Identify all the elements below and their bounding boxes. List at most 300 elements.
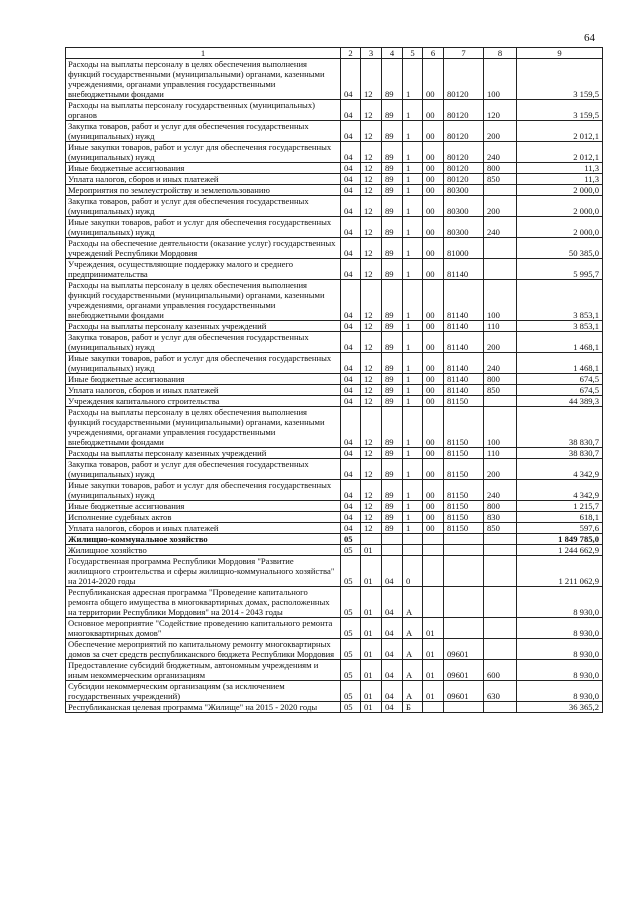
- table-row: [66, 217, 603, 238]
- expense-type-cell: [484, 396, 517, 407]
- subsection-code-cell: 12: [361, 217, 382, 238]
- target-code-cell: 81150: [444, 480, 484, 501]
- table-row: [66, 660, 603, 681]
- target-code-cell: 80300: [444, 196, 484, 217]
- table-row: [66, 681, 603, 702]
- program-code-cell: 89: [382, 196, 403, 217]
- expense-type-cell: 800: [484, 501, 517, 512]
- table-row: [66, 321, 603, 332]
- section-code-cell: 05: [341, 660, 361, 681]
- measure-code-cell: 01: [423, 618, 444, 639]
- amount-cell: 2 012,1: [517, 142, 603, 163]
- row-name-cell: Уплата налогов, сборов и иных платежей: [66, 523, 341, 534]
- target-code-cell: 81150: [444, 512, 484, 523]
- target-code-cell: 81140: [444, 280, 484, 321]
- amount-cell: 1 468,1: [517, 353, 603, 374]
- column-header: 8: [484, 48, 517, 59]
- measure-code-cell: 00: [423, 174, 444, 185]
- subsection-code-cell: 01: [361, 681, 382, 702]
- amount-cell: 38 830,7: [517, 407, 603, 448]
- subsection-code-cell: 12: [361, 121, 382, 142]
- amount-cell: 2 000,0: [517, 217, 603, 238]
- subprogram-code-cell: 1: [403, 142, 423, 163]
- row-name-cell: Субсидии некоммерческим организациям (за исключением государственных учреждений): [66, 681, 341, 702]
- expense-type-cell: [484, 587, 517, 618]
- subprogram-code-cell: 1: [403, 280, 423, 321]
- amount-cell: 674,5: [517, 385, 603, 396]
- subsection-code-cell: 12: [361, 448, 382, 459]
- program-code-cell: 89: [382, 185, 403, 196]
- section-code-cell: 04: [341, 59, 361, 100]
- program-code-cell: 89: [382, 163, 403, 174]
- target-code-cell: 81150: [444, 396, 484, 407]
- page-number: 64: [584, 32, 595, 44]
- measure-code-cell: 00: [423, 501, 444, 512]
- expense-type-cell: 850: [484, 174, 517, 185]
- row-name-cell: Уплата налогов, сборов и иных платежей: [66, 385, 341, 396]
- measure-code-cell: 00: [423, 259, 444, 280]
- subsection-code-cell: 12: [361, 459, 382, 480]
- subprogram-code-cell: [403, 545, 423, 556]
- measure-code-cell: 00: [423, 185, 444, 196]
- measure-code-cell: [423, 702, 444, 713]
- section-code-cell: 04: [341, 321, 361, 332]
- section-code-cell: 05: [341, 556, 361, 587]
- expense-type-cell: 200: [484, 196, 517, 217]
- amount-cell: 618,1: [517, 512, 603, 523]
- section-code-cell: 05: [341, 702, 361, 713]
- subprogram-code-cell: 1: [403, 480, 423, 501]
- target-code-cell: [444, 545, 484, 556]
- target-code-cell: 80120: [444, 174, 484, 185]
- table-row: [66, 702, 603, 713]
- subprogram-code-cell: 1: [403, 196, 423, 217]
- amount-cell: 50 385,0: [517, 238, 603, 259]
- measure-code-cell: 00: [423, 321, 444, 332]
- expense-type-cell: 850: [484, 385, 517, 396]
- amount-cell: 1 849 785,0: [517, 534, 603, 545]
- program-code-cell: 89: [382, 523, 403, 534]
- expense-type-cell: 200: [484, 459, 517, 480]
- target-code-cell: 81150: [444, 501, 484, 512]
- expense-type-cell: 240: [484, 353, 517, 374]
- section-code-cell: 04: [341, 142, 361, 163]
- subprogram-code-cell: 1: [403, 523, 423, 534]
- program-code-cell: [382, 534, 403, 545]
- program-code-cell: 89: [382, 100, 403, 121]
- subsection-code-cell: 12: [361, 353, 382, 374]
- program-code-cell: [382, 545, 403, 556]
- measure-code-cell: [423, 534, 444, 545]
- section-code-cell: 04: [341, 385, 361, 396]
- expense-type-cell: 100: [484, 59, 517, 100]
- program-code-cell: 89: [382, 121, 403, 142]
- section-code-cell: 04: [341, 512, 361, 523]
- expense-type-cell: 200: [484, 332, 517, 353]
- amount-cell: 8 930,0: [517, 639, 603, 660]
- expense-type-cell: 240: [484, 480, 517, 501]
- table-row: [66, 523, 603, 534]
- subsection-code-cell: 12: [361, 185, 382, 196]
- program-code-cell: 89: [382, 332, 403, 353]
- amount-cell: 11,3: [517, 174, 603, 185]
- target-code-cell: 81150: [444, 448, 484, 459]
- subprogram-code-cell: 1: [403, 512, 423, 523]
- row-name-cell: Предоставление субсидий бюджетным, автономным учреждениям и иным некоммерческим организациям: [66, 660, 341, 681]
- row-name-cell: Расходы на обеспечение деятельности (оказание услуг) государственных учреждений Республики Мордовия: [66, 238, 341, 259]
- subsection-code-cell: 12: [361, 259, 382, 280]
- program-code-cell: 89: [382, 174, 403, 185]
- target-code-cell: 81000: [444, 238, 484, 259]
- program-code-cell: 04: [382, 556, 403, 587]
- column-header: 2: [341, 48, 361, 59]
- expense-type-cell: 110: [484, 448, 517, 459]
- subsection-code-cell: 01: [361, 545, 382, 556]
- expense-type-cell: [484, 702, 517, 713]
- table-row: [66, 480, 603, 501]
- section-code-cell: 04: [341, 396, 361, 407]
- table-row: [66, 332, 603, 353]
- table-body: [66, 59, 603, 713]
- expense-type-cell: [484, 259, 517, 280]
- amount-cell: 36 365,2: [517, 702, 603, 713]
- table-row: [66, 100, 603, 121]
- program-code-cell: 04: [382, 587, 403, 618]
- expense-type-cell: [484, 238, 517, 259]
- target-code-cell: 09601: [444, 660, 484, 681]
- row-name-cell: Закупка товаров, работ и услуг для обеспечения государственных (муниципальных) нужд: [66, 196, 341, 217]
- expense-type-cell: [484, 534, 517, 545]
- amount-cell: 3 159,5: [517, 59, 603, 100]
- subprogram-code-cell: 1: [403, 459, 423, 480]
- table-row: [66, 396, 603, 407]
- target-code-cell: 80300: [444, 185, 484, 196]
- target-code-cell: [444, 702, 484, 713]
- table-row: [66, 618, 603, 639]
- section-code-cell: 05: [341, 618, 361, 639]
- section-code-cell: 05: [341, 545, 361, 556]
- measure-code-cell: 00: [423, 142, 444, 163]
- measure-code-cell: 00: [423, 121, 444, 142]
- program-code-cell: 89: [382, 374, 403, 385]
- section-code-cell: 04: [341, 407, 361, 448]
- expense-type-cell: 110: [484, 321, 517, 332]
- expense-type-cell: [484, 556, 517, 587]
- subsection-code-cell: 12: [361, 385, 382, 396]
- measure-code-cell: 01: [423, 639, 444, 660]
- subsection-code-cell: 01: [361, 702, 382, 713]
- subprogram-code-cell: 1: [403, 501, 423, 512]
- section-code-cell: 05: [341, 587, 361, 618]
- program-code-cell: 04: [382, 660, 403, 681]
- subsection-code-cell: 12: [361, 321, 382, 332]
- subsection-code-cell: 12: [361, 374, 382, 385]
- subprogram-code-cell: 1: [403, 174, 423, 185]
- row-name-cell: Расходы на выплаты персоналу государственных (муниципальных) органов: [66, 100, 341, 121]
- section-code-cell: 04: [341, 459, 361, 480]
- subsection-code-cell: 12: [361, 332, 382, 353]
- amount-cell: 8 930,0: [517, 681, 603, 702]
- table-row: [66, 142, 603, 163]
- row-name-cell: Расходы на выплаты персоналу казенных учреждений: [66, 321, 341, 332]
- table-row: [66, 407, 603, 448]
- subprogram-code-cell: 1: [403, 217, 423, 238]
- expense-type-cell: 630: [484, 681, 517, 702]
- column-header: 1: [66, 48, 341, 59]
- expense-type-cell: [484, 618, 517, 639]
- target-code-cell: 81140: [444, 374, 484, 385]
- subsection-code-cell: 12: [361, 280, 382, 321]
- program-code-cell: 04: [382, 702, 403, 713]
- subprogram-code-cell: А: [403, 618, 423, 639]
- measure-code-cell: 00: [423, 385, 444, 396]
- expense-type-cell: 240: [484, 217, 517, 238]
- program-code-cell: 89: [382, 480, 403, 501]
- subprogram-code-cell: 1: [403, 374, 423, 385]
- section-code-cell: 05: [341, 681, 361, 702]
- expense-type-cell: 830: [484, 512, 517, 523]
- target-code-cell: 80120: [444, 142, 484, 163]
- expense-type-cell: [484, 639, 517, 660]
- program-code-cell: 89: [382, 280, 403, 321]
- section-code-cell: 04: [341, 121, 361, 142]
- program-code-cell: 89: [382, 217, 403, 238]
- measure-code-cell: 00: [423, 459, 444, 480]
- target-code-cell: 09601: [444, 639, 484, 660]
- measure-code-cell: 00: [423, 217, 444, 238]
- target-code-cell: [444, 618, 484, 639]
- measure-code-cell: [423, 556, 444, 587]
- row-name-cell: Учреждения, осуществляющие поддержку малого и среднего предпринимательства: [66, 259, 341, 280]
- amount-cell: 4 342,9: [517, 459, 603, 480]
- table-row: [66, 512, 603, 523]
- target-code-cell: [444, 534, 484, 545]
- target-code-cell: 80300: [444, 217, 484, 238]
- measure-code-cell: 00: [423, 480, 444, 501]
- program-code-cell: 89: [382, 501, 403, 512]
- program-code-cell: 89: [382, 448, 403, 459]
- subprogram-code-cell: 1: [403, 321, 423, 332]
- subsection-code-cell: 12: [361, 396, 382, 407]
- column-header: 5: [403, 48, 423, 59]
- target-code-cell: 80120: [444, 121, 484, 142]
- expense-type-cell: 120: [484, 100, 517, 121]
- row-name-cell: Жилищное хозяйство: [66, 545, 341, 556]
- table-row: [66, 163, 603, 174]
- program-code-cell: 04: [382, 639, 403, 660]
- row-name-cell: Иные бюджетные ассигнования: [66, 163, 341, 174]
- subsection-code-cell: 12: [361, 480, 382, 501]
- subprogram-code-cell: 1: [403, 59, 423, 100]
- row-name-cell: Закупка товаров, работ и услуг для обеспечения государственных (муниципальных) нужд: [66, 459, 341, 480]
- subsection-code-cell: 12: [361, 163, 382, 174]
- table-header-row: [66, 48, 603, 59]
- measure-code-cell: [423, 587, 444, 618]
- row-name-cell: Расходы на выплаты персоналу казенных учреждений: [66, 448, 341, 459]
- expense-type-cell: 800: [484, 374, 517, 385]
- section-code-cell: 05: [341, 639, 361, 660]
- section-code-cell: 04: [341, 501, 361, 512]
- measure-code-cell: 00: [423, 512, 444, 523]
- table-row: [66, 587, 603, 618]
- section-code-cell: 04: [341, 163, 361, 174]
- row-name-cell: Иные закупки товаров, работ и услуг для обеспечения государственных (муниципальных) нужд: [66, 480, 341, 501]
- subprogram-code-cell: 1: [403, 121, 423, 142]
- target-code-cell: [444, 556, 484, 587]
- column-header: 6: [423, 48, 444, 59]
- subsection-code-cell: 01: [361, 587, 382, 618]
- target-code-cell: 80120: [444, 100, 484, 121]
- amount-cell: 597,6: [517, 523, 603, 534]
- program-code-cell: 89: [382, 59, 403, 100]
- program-code-cell: 89: [382, 259, 403, 280]
- subprogram-code-cell: 1: [403, 238, 423, 259]
- measure-code-cell: 00: [423, 100, 444, 121]
- program-code-cell: 89: [382, 512, 403, 523]
- amount-cell: 1 244 662,9: [517, 545, 603, 556]
- target-code-cell: [444, 587, 484, 618]
- measure-code-cell: 01: [423, 681, 444, 702]
- program-code-cell: 04: [382, 618, 403, 639]
- table-row: [66, 545, 603, 556]
- table-row: [66, 280, 603, 321]
- column-header: 4: [382, 48, 403, 59]
- expense-type-cell: 200: [484, 121, 517, 142]
- expense-type-cell: [484, 185, 517, 196]
- row-name-cell: Иные закупки товаров, работ и услуг для обеспечения государственных (муниципальных) нужд: [66, 217, 341, 238]
- table-row: [66, 174, 603, 185]
- expense-type-cell: 850: [484, 523, 517, 534]
- target-code-cell: 81140: [444, 332, 484, 353]
- subprogram-code-cell: 1: [403, 407, 423, 448]
- measure-code-cell: 00: [423, 353, 444, 374]
- target-code-cell: 81150: [444, 407, 484, 448]
- section-code-cell: 04: [341, 100, 361, 121]
- subprogram-code-cell: 1: [403, 448, 423, 459]
- table-row: [66, 501, 603, 512]
- subprogram-code-cell: Б: [403, 702, 423, 713]
- expense-type-cell: 100: [484, 280, 517, 321]
- subsection-code-cell: [361, 534, 382, 545]
- column-header: 7: [444, 48, 484, 59]
- target-code-cell: 81140: [444, 321, 484, 332]
- row-name-cell: Республиканская целевая программа "Жилище" на 2015 - 2020 годы: [66, 702, 341, 713]
- section-code-cell: 04: [341, 523, 361, 534]
- amount-cell: 3 853,1: [517, 280, 603, 321]
- section-code-cell: 04: [341, 448, 361, 459]
- measure-code-cell: 00: [423, 59, 444, 100]
- program-code-cell: 89: [382, 353, 403, 374]
- table-row: [66, 448, 603, 459]
- amount-cell: 3 159,5: [517, 100, 603, 121]
- target-code-cell: 81140: [444, 353, 484, 374]
- section-code-cell: 04: [341, 185, 361, 196]
- amount-cell: 674,5: [517, 374, 603, 385]
- expense-type-cell: 800: [484, 163, 517, 174]
- row-name-cell: Республиканская адресная программа "Проведение капитального ремонта общего имущества в многоквартирных домах, расположенных на территории Республики Мордовия" на 2014 - 2043 годы: [66, 587, 341, 618]
- program-code-cell: 89: [382, 396, 403, 407]
- amount-cell: 44 389,3: [517, 396, 603, 407]
- target-code-cell: 81140: [444, 385, 484, 396]
- subsection-code-cell: 01: [361, 618, 382, 639]
- table-row: [66, 385, 603, 396]
- amount-cell: 1 215,7: [517, 501, 603, 512]
- section-code-cell: 04: [341, 238, 361, 259]
- subsection-code-cell: 01: [361, 639, 382, 660]
- amount-cell: 1 468,1: [517, 332, 603, 353]
- row-name-cell: Расходы на выплаты персоналу в целях обеспечения выполнения функций государственными (муниципальными) органами, казенными учреждениями, органами управления государственными внебюджетными фондами: [66, 59, 341, 100]
- section-code-cell: 04: [341, 332, 361, 353]
- measure-code-cell: 00: [423, 163, 444, 174]
- subsection-code-cell: 12: [361, 407, 382, 448]
- subprogram-code-cell: 1: [403, 385, 423, 396]
- section-code-cell: 04: [341, 480, 361, 501]
- row-name-cell: Исполнение судебных актов: [66, 512, 341, 523]
- column-header: 9: [517, 48, 603, 59]
- row-name-cell: Расходы на выплаты персоналу в целях обеспечения выполнения функций государственными (муниципальными) органами, казенными учреждениями, органами управления государственными внебюджетными фондами: [66, 407, 341, 448]
- measure-code-cell: 00: [423, 196, 444, 217]
- program-code-cell: 89: [382, 142, 403, 163]
- table-row: [66, 556, 603, 587]
- subsection-code-cell: 12: [361, 100, 382, 121]
- target-code-cell: 81150: [444, 523, 484, 534]
- table-row: [66, 459, 603, 480]
- target-code-cell: 80120: [444, 163, 484, 174]
- row-name-cell: Иные закупки товаров, работ и услуг для обеспечения государственных (муниципальных) нужд: [66, 142, 341, 163]
- table-row: [66, 196, 603, 217]
- row-name-cell: Иные закупки товаров, работ и услуг для обеспечения государственных (муниципальных) нужд: [66, 353, 341, 374]
- table-row: [66, 238, 603, 259]
- subprogram-code-cell: 0: [403, 556, 423, 587]
- subsection-code-cell: 12: [361, 174, 382, 185]
- expense-type-cell: 240: [484, 142, 517, 163]
- section-code-cell: 04: [341, 217, 361, 238]
- expense-type-cell: [484, 545, 517, 556]
- subsection-code-cell: 12: [361, 512, 382, 523]
- expense-type-cell: 600: [484, 660, 517, 681]
- measure-code-cell: 00: [423, 448, 444, 459]
- table-row: [66, 259, 603, 280]
- subprogram-code-cell: 1: [403, 396, 423, 407]
- amount-cell: 3 853,1: [517, 321, 603, 332]
- row-name-cell: Иные бюджетные ассигнования: [66, 501, 341, 512]
- subsection-code-cell: 12: [361, 523, 382, 534]
- subprogram-code-cell: 1: [403, 163, 423, 174]
- measure-code-cell: 00: [423, 374, 444, 385]
- amount-cell: 2 000,0: [517, 185, 603, 196]
- amount-cell: 5 995,7: [517, 259, 603, 280]
- subprogram-code-cell: 1: [403, 100, 423, 121]
- table-row: [66, 534, 603, 545]
- measure-code-cell: 00: [423, 280, 444, 321]
- target-code-cell: 09601: [444, 681, 484, 702]
- target-code-cell: 81150: [444, 459, 484, 480]
- measure-code-cell: [423, 545, 444, 556]
- row-name-cell: Обеспечение мероприятий по капитальному ремонту многоквартирных домов за счет средств республиканского бюджета Республики Мордовия: [66, 639, 341, 660]
- section-code-cell: 04: [341, 174, 361, 185]
- row-name-cell: Закупка товаров, работ и услуг для обеспечения государственных (муниципальных) нужд: [66, 121, 341, 142]
- table-row: [66, 639, 603, 660]
- target-code-cell: 81140: [444, 259, 484, 280]
- row-name-cell: Мероприятия по землеустройству и землепользованию: [66, 185, 341, 196]
- amount-cell: 8 930,0: [517, 618, 603, 639]
- row-name-cell: Жилищно-коммунальное хозяйство: [66, 534, 341, 545]
- row-name-cell: Учреждения капитального строительства: [66, 396, 341, 407]
- section-code-cell: 04: [341, 259, 361, 280]
- table-row: [66, 121, 603, 142]
- section-code-cell: 04: [341, 353, 361, 374]
- amount-cell: 11,3: [517, 163, 603, 174]
